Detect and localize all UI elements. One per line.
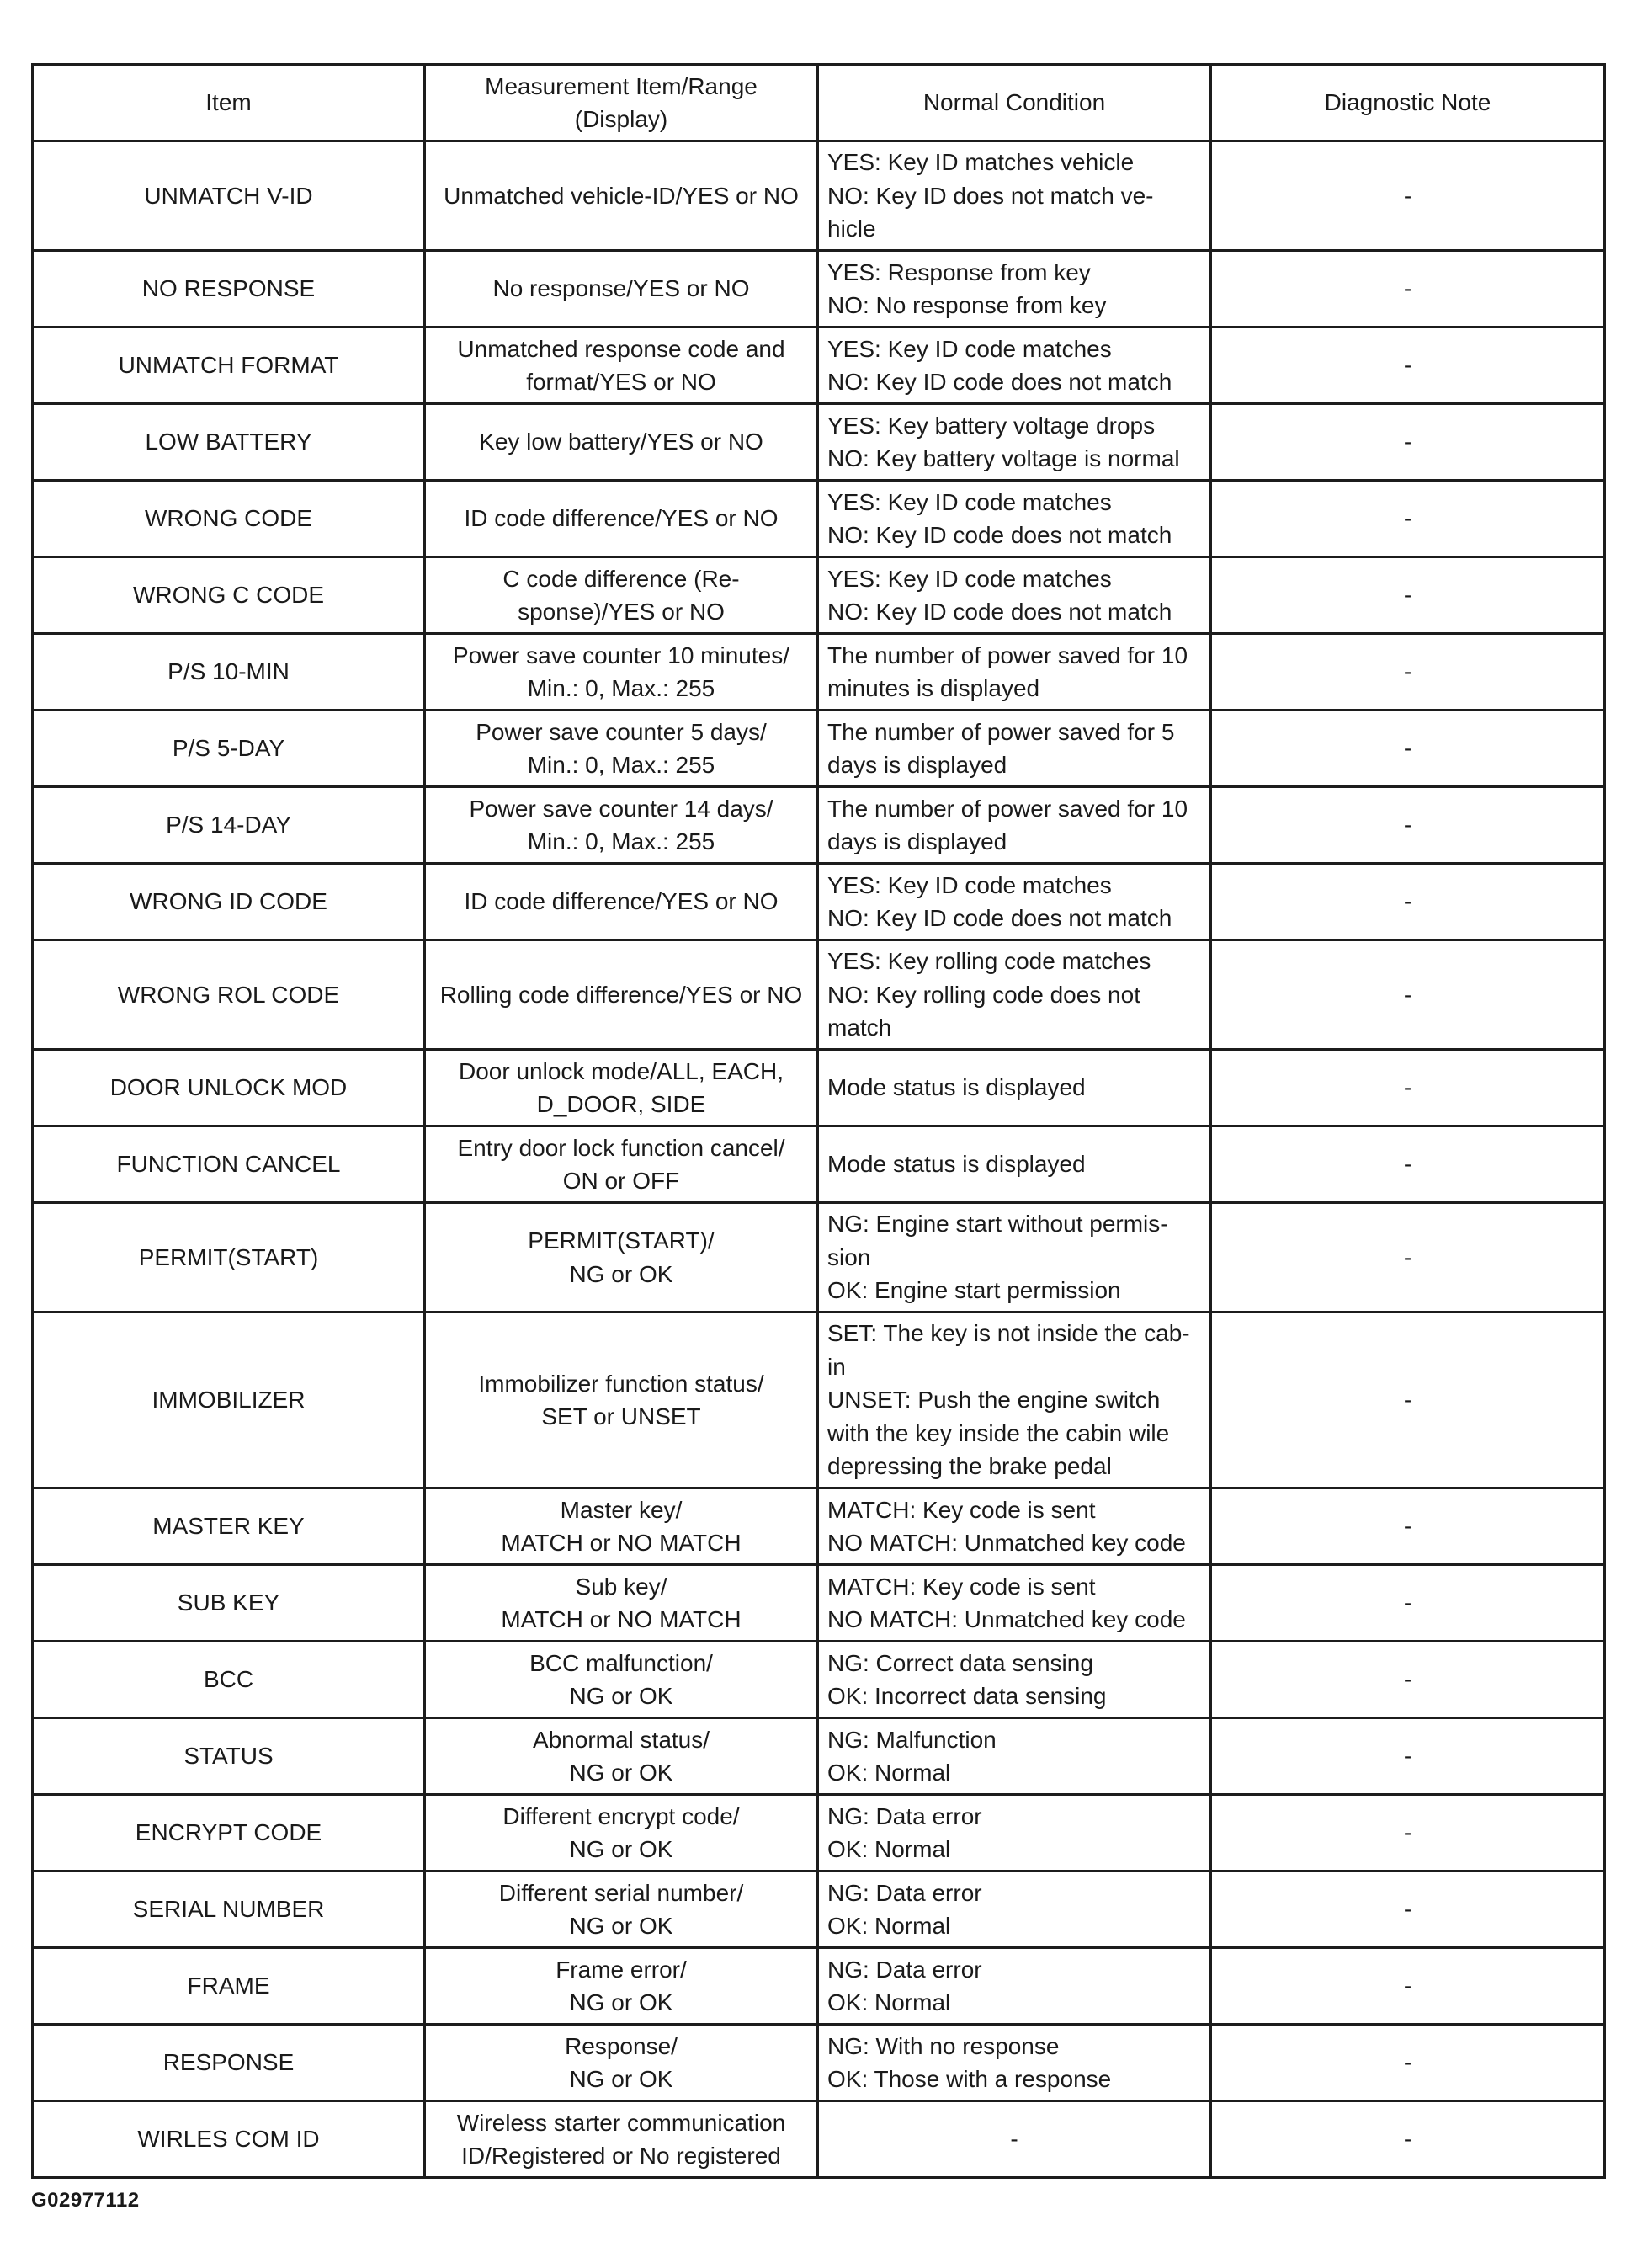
condition-line: with the key inside the cabin wile [827,1419,1170,1446]
cell-measurement-range [425,1871,818,1948]
cell-diagnostic-note: - [1211,1871,1605,1948]
range-line: MATCH or NO MATCH [501,1606,742,1632]
cell-measurement-range [425,1312,818,1488]
range-line: format/YES or NO [526,369,716,395]
cell-normal-condition [818,327,1211,404]
range-line: Key low battery/YES or NO [479,429,763,455]
condition-line: NG: Correct data sensing [827,1649,1093,1676]
table-row [33,1488,1605,1565]
range-line: MATCH or NO MATCH [501,1530,742,1556]
cell-normal-condition [818,1126,1211,1203]
range-line: Min.: 0, Max.: 255 [527,828,715,854]
condition-line: NG: Data error [827,1879,982,1906]
table-header-row [33,65,1605,141]
cell-item: PERMIT(START) [33,1203,425,1312]
table-row [33,2101,1605,2178]
cell-diagnostic-note: - [1211,1312,1605,1488]
condition-line: SET: The key is not inside the cab- [827,1320,1190,1347]
condition-line: OK: Normal [827,1989,951,2015]
cell-item: SERIAL NUMBER [33,1871,425,1948]
cell-normal-condition [818,787,1211,864]
condition-line: NO MATCH: Unmatched key code [827,1606,1186,1632]
condition-line: The number of power saved for 5 [827,718,1175,745]
condition-line: YES: Key ID matches vehicle [827,149,1135,176]
condition-line: in [827,1353,846,1380]
cell-normal-condition [818,940,1211,1050]
cell-measurement-range [425,2025,818,2101]
table-row [33,864,1605,940]
cell-normal-condition [818,2025,1211,2101]
condition-line: NO: Key ID code does not match [827,522,1172,548]
table-row [33,251,1605,327]
table-body [33,141,1605,2178]
condition-line: YES: Key ID code matches [827,488,1112,515]
condition-line: MATCH: Key code is sent [827,1496,1096,1523]
range-line: Min.: 0, Max.: 255 [527,752,715,778]
condition-line: NO MATCH: Unmatched key code [827,1530,1186,1556]
cell-item: WRONG CODE [33,481,425,557]
cell-diagnostic-note: - [1211,1948,1605,2025]
range-line: NG or OK [569,1913,673,1939]
cell-normal-condition [818,1488,1211,1565]
table-row [33,1203,1605,1312]
table-row [33,481,1605,557]
cell-diagnostic-note: - [1211,2025,1605,2101]
cell-diagnostic-note: - [1211,251,1605,327]
cell-normal-condition [818,711,1211,787]
table-row [33,1312,1605,1488]
table-row [33,1050,1605,1126]
cell-normal-condition [818,141,1211,251]
cell-item: FUNCTION CANCEL [33,1126,425,1203]
cell-normal-condition [818,1871,1211,1948]
condition-line: YES: Key ID code matches [827,335,1112,362]
condition-line: NG: Malfunction [827,1726,997,1753]
range-line: BCC malfunction/ [529,1649,713,1676]
cell-diagnostic-note: - [1211,327,1605,404]
condition-line: YES: Key battery voltage drops [827,412,1156,439]
range-line: SET or UNSET [541,1403,701,1429]
condition-line: hicle [827,216,876,242]
condition-line: OK: Normal [827,1913,951,1939]
cell-normal-condition [818,1718,1211,1795]
cell-diagnostic-note: - [1211,404,1605,481]
condition-line: YES: Key ID code matches [827,565,1112,592]
condition-line: MATCH: Key code is sent [827,1573,1096,1600]
cell-measurement-range [425,940,818,1050]
condition-line: OK: Normal [827,1760,951,1786]
range-line: Power save counter 5 days/ [476,718,767,745]
range-line: ON or OFF [562,1168,680,1194]
condition-line: Mode status is displayed [827,1074,1086,1101]
cell-normal-condition [818,1050,1211,1126]
cell-measurement-range [425,1488,818,1565]
condition-line: NO: Key ID code does not match [827,905,1172,931]
range-line: NG or OK [569,1760,673,1786]
cell-diagnostic-note: - [1211,1718,1605,1795]
cell-measurement-range [425,1203,818,1312]
cell-diagnostic-note: - [1211,1795,1605,1871]
cell-measurement-range [425,404,818,481]
condition-line: UNSET: Push the engine switch [827,1387,1161,1414]
cell-item: WIRLES COM ID [33,2101,425,2178]
range-line: Power save counter 14 days/ [469,795,773,822]
range-line: Min.: 0, Max.: 255 [527,675,715,701]
cell-normal-condition [818,864,1211,940]
cell-measurement-range [425,327,818,404]
range-line: PERMIT(START)/ [528,1227,715,1254]
diagnostic-data-table [31,63,1606,2179]
cell-diagnostic-note: - [1211,1488,1605,1565]
header-measurement-range-line: (Display) [574,106,668,132]
cell-item: P/S 10-MIN [33,634,425,711]
figure-id: G02977112 [31,2189,140,2212]
cell-diagnostic-note: - [1211,787,1605,864]
cell-normal-condition [818,251,1211,327]
range-line: Frame error/ [556,1956,687,1983]
condition-line: days is displayed [827,828,1007,854]
table-row [33,557,1605,634]
range-line: Response/ [565,2032,678,2059]
cell-item: MASTER KEY [33,1488,425,1565]
range-line: NG or OK [569,1683,673,1709]
cell-item: NO RESPONSE [33,251,425,327]
cell-diagnostic-note: - [1211,1642,1605,1718]
range-line: Immobilizer function status/ [478,1370,764,1397]
range-line: sponse)/YES or NO [518,599,725,625]
cell-diagnostic-note: - [1211,711,1605,787]
cell-measurement-range [425,481,818,557]
cell-diagnostic-note: - [1211,1203,1605,1312]
condition-line: NG: With no response [827,2032,1060,2059]
table-row [33,1642,1605,1718]
cell-diagnostic-note: - [1211,557,1605,634]
table-row [33,1795,1605,1871]
range-line: Entry door lock function cancel/ [457,1134,785,1161]
table-row [33,1126,1605,1203]
condition-line: YES: Key rolling code matches [827,948,1151,975]
table-row [33,940,1605,1050]
cell-diagnostic-note: - [1211,2101,1605,2178]
range-line: Sub key/ [575,1573,667,1600]
condition-line: days is displayed [827,752,1007,778]
range-line: Unmatched response code and [457,335,785,362]
table-row [33,1948,1605,2025]
condition-line: NO: Key ID does not match ve- [827,182,1154,209]
cell-normal-condition [818,1795,1211,1871]
range-line: NG or OK [569,2066,673,2092]
cell-diagnostic-note: - [1211,141,1605,251]
table-row [33,787,1605,864]
range-line: Rolling code difference/YES or NO [439,981,803,1008]
cell-normal-condition [818,2101,1211,2178]
range-line: Master key/ [560,1496,683,1523]
cell-measurement-range [425,141,818,251]
cell-normal-condition [818,404,1211,481]
header-item: Item [33,65,425,141]
cell-measurement-range [425,1718,818,1795]
range-line: ID code difference/YES or NO [464,505,779,532]
cell-measurement-range [425,557,818,634]
cell-measurement-range [425,634,818,711]
range-line: Power save counter 10 minutes/ [453,642,789,668]
range-line: NG or OK [569,1989,673,2015]
range-line: Wireless starter communication [456,2109,786,2136]
cell-item: SUB KEY [33,1565,425,1642]
cell-item: P/S 5-DAY [33,711,425,787]
header-normal-condition: Normal Condition [818,65,1211,141]
header-diagnostic-note: Diagnostic Note [1211,65,1605,141]
diagnostic-table-container [31,63,1603,2179]
cell-diagnostic-note: - [1211,1565,1605,1642]
condition-line: YES: Key ID code matches [827,871,1112,898]
condition-line: YES: Response from key [827,258,1091,285]
cell-measurement-range [425,1795,818,1871]
cell-item: RESPONSE [33,2025,425,2101]
cell-normal-condition [818,481,1211,557]
condition-line: The number of power saved for 10 [827,642,1188,668]
cell-measurement-range [425,2101,818,2178]
condition-line: NG: Engine start without permis- [827,1211,1168,1238]
table-row [33,327,1605,404]
condition-line: NO: Key ID code does not match [827,599,1172,625]
condition-line: NO: Key battery voltage is normal [827,445,1180,471]
table-row [33,1565,1605,1642]
cell-normal-condition [818,1565,1211,1642]
cell-item: LOW BATTERY [33,404,425,481]
range-line: Abnormal status/ [532,1726,710,1753]
table-row [33,404,1605,481]
cell-normal-condition [818,1312,1211,1488]
condition-line: NG: Data error [827,1956,982,1983]
table-row [33,141,1605,251]
header-measurement-range [425,65,818,141]
cell-normal-condition [818,1948,1211,2025]
range-line: Door unlock mode/ALL, EACH, [459,1057,784,1084]
cell-item: WRONG ROL CODE [33,940,425,1050]
cell-measurement-range [425,251,818,327]
range-line: NG or OK [569,1260,673,1287]
cell-measurement-range [425,1642,818,1718]
range-line: ID/Registered or No registered [461,2143,781,2169]
cell-item: P/S 14-DAY [33,787,425,864]
cell-item: BCC [33,1642,425,1718]
condition-line: Mode status is displayed [827,1151,1086,1178]
cell-normal-condition [818,557,1211,634]
range-line: Different serial number/ [498,1879,744,1906]
condition-line: OK: Normal [827,1836,951,1862]
cell-diagnostic-note: - [1211,634,1605,711]
cell-item: STATUS [33,1718,425,1795]
condition-line: OK: Incorrect data sensing [827,1683,1107,1709]
cell-item: WRONG C CODE [33,557,425,634]
cell-measurement-range [425,1126,818,1203]
condition-line: NO: Key rolling code does not [827,981,1140,1008]
cell-normal-condition [818,1642,1211,1718]
cell-measurement-range [425,787,818,864]
condition-line: match [827,1014,892,1041]
condition-line: NO: No response from key [827,292,1107,318]
cell-item: WRONG ID CODE [33,864,425,940]
condition-line: depressing the brake pedal [827,1453,1112,1480]
cell-normal-condition [818,1203,1211,1312]
cell-measurement-range [425,711,818,787]
condition-line: sion [827,1243,871,1270]
table-row [33,1718,1605,1795]
range-line: Different encrypt code/ [502,1802,740,1829]
condition-line: NO: Key ID code does not match [827,369,1172,395]
table-row [33,711,1605,787]
header-measurement-range-line: Measurement Item/Range [485,72,758,99]
cell-measurement-range [425,1948,818,2025]
condition-line: NG: Data error [827,1802,982,1829]
range-line: C code difference (Re- [502,565,740,592]
table-row [33,634,1605,711]
cell-measurement-range [425,864,818,940]
cell-diagnostic-note: - [1211,481,1605,557]
range-line: D_DOOR, SIDE [536,1091,706,1117]
condition-line: The number of power saved for 10 [827,795,1188,822]
cell-item: UNMATCH V-ID [33,141,425,251]
table-row [33,2025,1605,2101]
cell-item: IMMOBILIZER [33,1312,425,1488]
range-line: ID code difference/YES or NO [464,888,779,915]
cell-item: FRAME [33,1948,425,2025]
cell-normal-condition [818,634,1211,711]
cell-diagnostic-note: - [1211,1050,1605,1126]
cell-item: UNMATCH FORMAT [33,327,425,404]
cell-measurement-range [425,1050,818,1126]
condition-line: OK: Those with a response [827,2066,1112,2092]
condition-line: - [1010,2126,1018,2153]
cell-diagnostic-note: - [1211,940,1605,1050]
table-row [33,1871,1605,1948]
condition-line: minutes is displayed [827,675,1040,701]
cell-item: ENCRYPT CODE [33,1795,425,1871]
condition-line: OK: Engine start permission [827,1277,1121,1304]
cell-item: DOOR UNLOCK MOD [33,1050,425,1126]
cell-measurement-range [425,1565,818,1642]
range-line: NG or OK [569,1836,673,1862]
range-line: No response/YES or NO [492,275,750,302]
cell-diagnostic-note: - [1211,1126,1605,1203]
range-line: Unmatched vehicle-ID/YES or NO [444,182,799,209]
cell-diagnostic-note: - [1211,864,1605,940]
